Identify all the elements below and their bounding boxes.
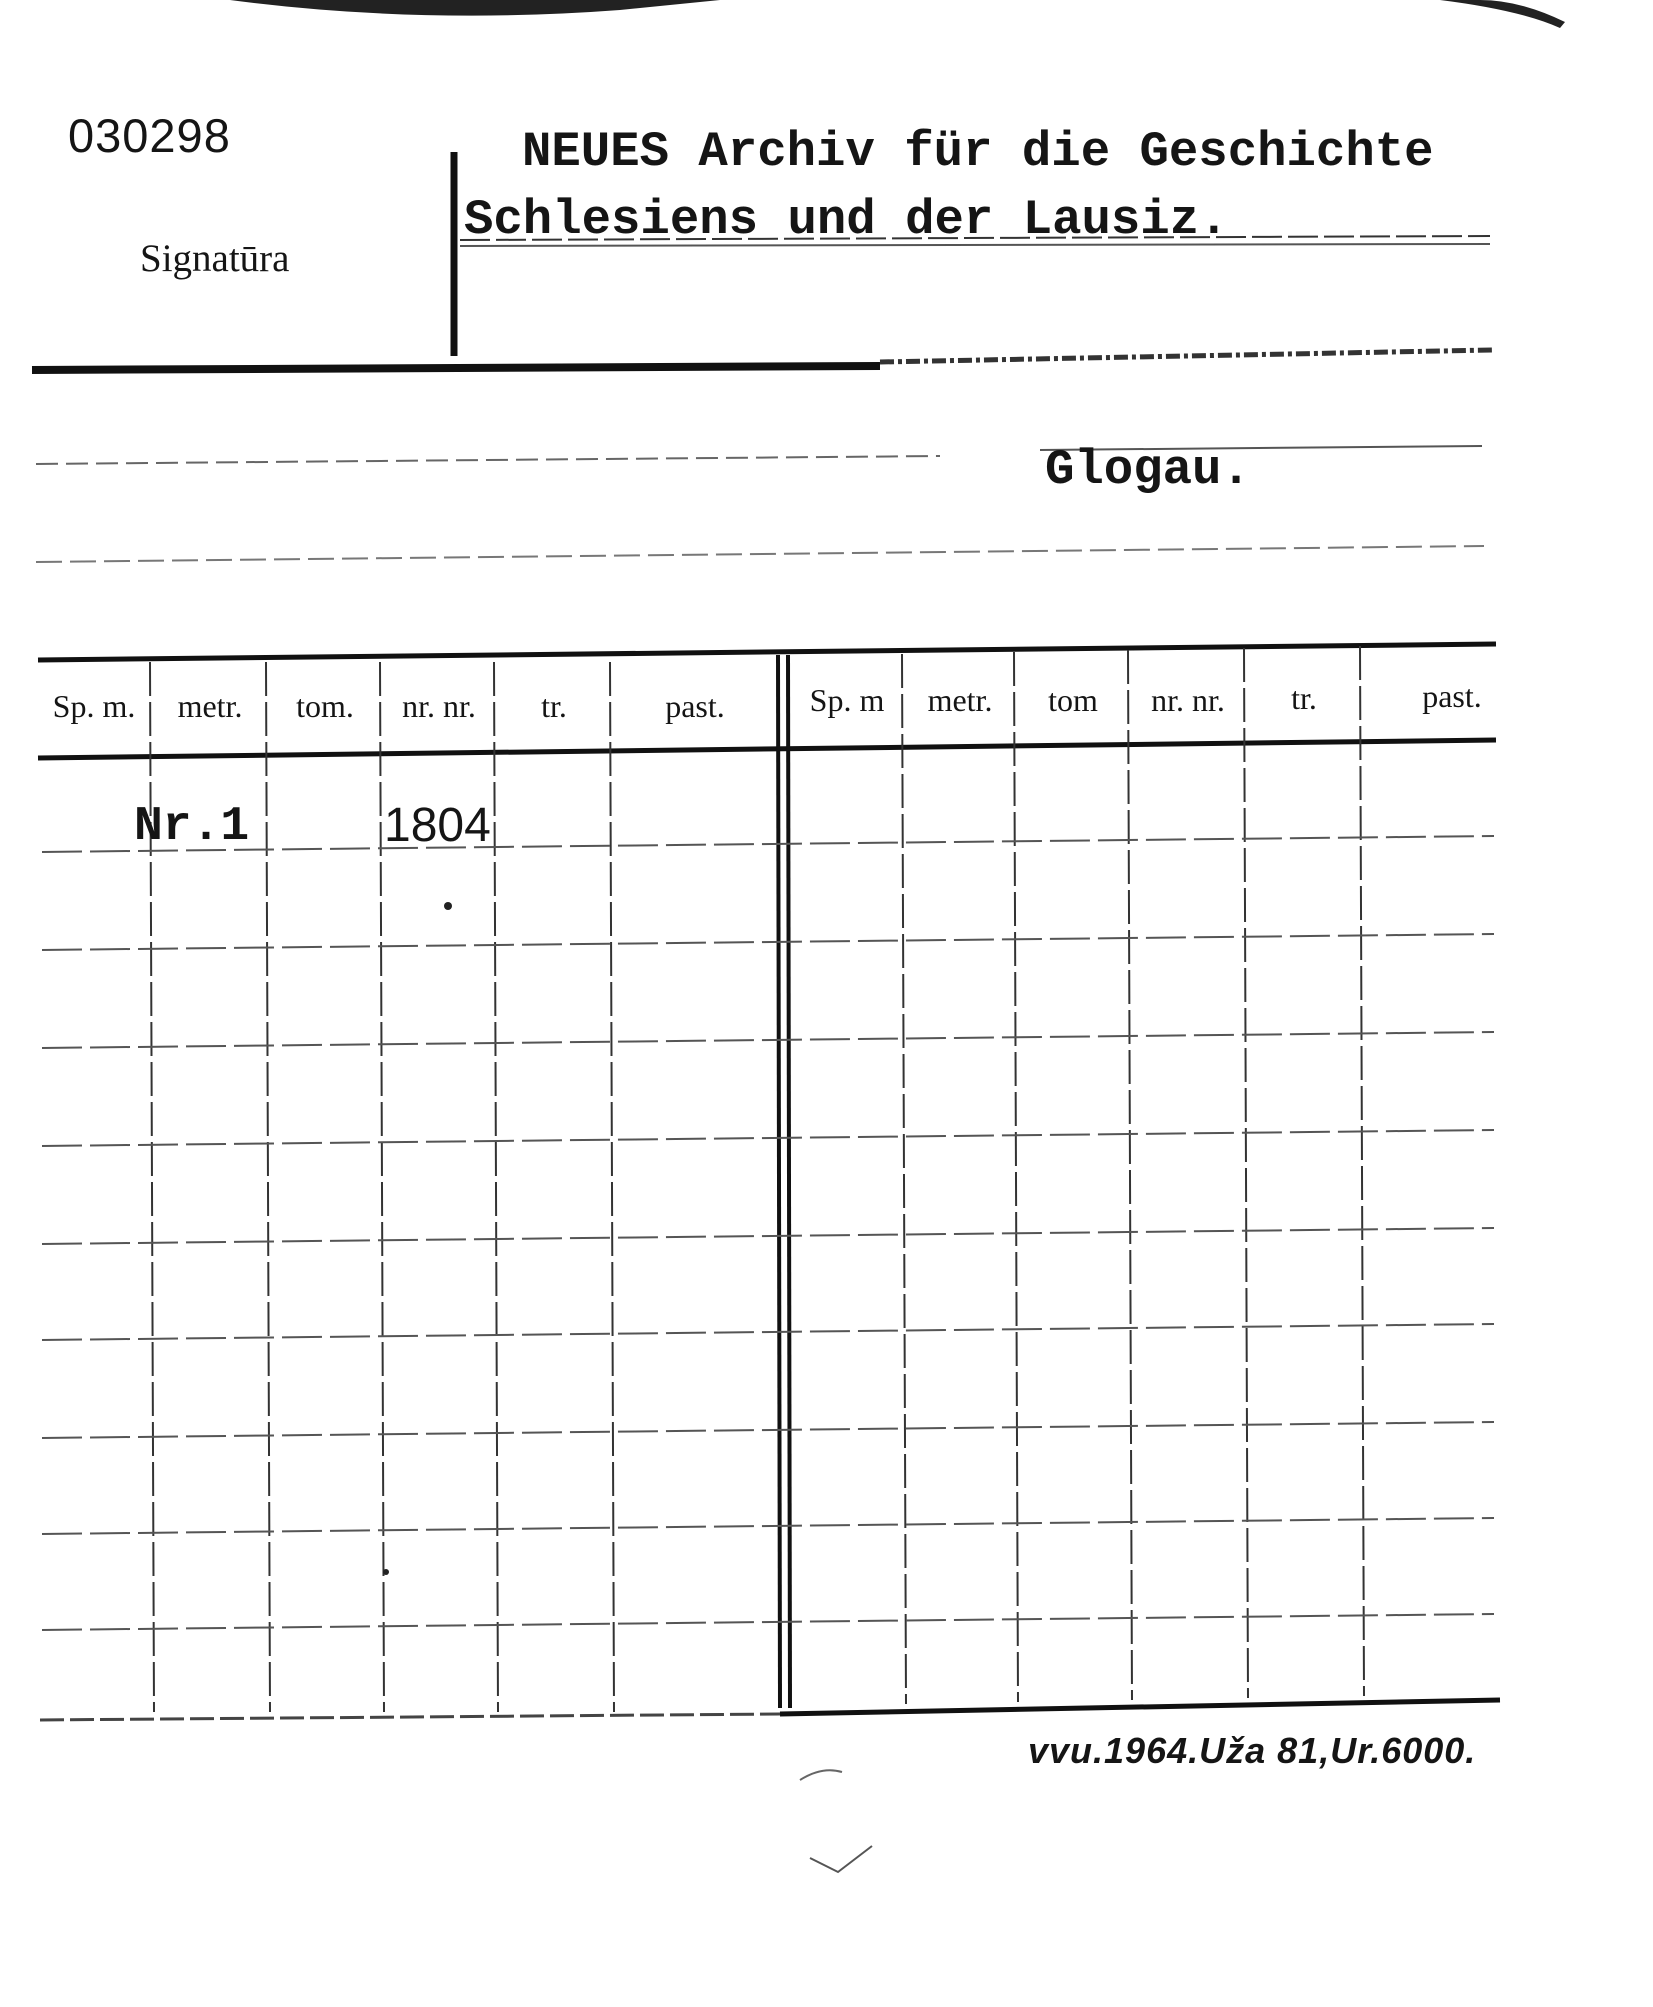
place-line-left bbox=[36, 456, 940, 464]
scan-mark-2 bbox=[810, 1846, 872, 1872]
table-bottom-rule-left bbox=[40, 1714, 780, 1720]
row-1-nr-nr: 1804 bbox=[384, 799, 491, 852]
header-past-left: past. bbox=[665, 688, 725, 724]
header-tom-right: tom bbox=[1048, 682, 1098, 718]
place-of-publication: Glogau. bbox=[1045, 442, 1251, 498]
header-metr-right: metr. bbox=[927, 682, 993, 718]
header-sp-m-right: Sp. m bbox=[809, 682, 885, 718]
scan-dot-2 bbox=[383, 1569, 389, 1575]
table-bottom-rule-right bbox=[780, 1700, 1500, 1714]
scan-shadow-left bbox=[230, 0, 720, 16]
header-tr-left: tr. bbox=[541, 688, 567, 724]
header-tom-left: tom. bbox=[296, 688, 354, 724]
center-rule-b bbox=[788, 655, 790, 1708]
scan-dot-1 bbox=[444, 902, 452, 910]
header-nr-nr-right: nr. nr. bbox=[1151, 682, 1225, 718]
header-tr-right: tr. bbox=[1291, 680, 1317, 716]
right-column-dividers bbox=[902, 646, 1364, 1704]
header-nr-nr-left: nr. nr. bbox=[402, 688, 476, 724]
scan-mark-1 bbox=[800, 1770, 842, 1780]
header-sp-m-left: Sp. m. bbox=[52, 688, 136, 724]
table-top-rule bbox=[38, 644, 1496, 660]
scan-shadow-right bbox=[1440, 0, 1565, 28]
header-past-right: past. bbox=[1422, 678, 1482, 714]
handwritten-note: vvu.1964.Uža 81,Ur.6000. bbox=[1028, 1730, 1477, 1771]
center-rule-a bbox=[778, 655, 780, 1708]
header-metr-left: metr. bbox=[177, 688, 243, 724]
place-line-lower bbox=[36, 546, 1484, 562]
title-line-2: Schlesiens und der Lausiz. bbox=[464, 192, 1229, 248]
header-rule bbox=[32, 366, 880, 370]
row-rules bbox=[42, 836, 1494, 1630]
title-line-1: NEUES Archiv für die Geschichte bbox=[522, 124, 1434, 180]
signum-number: 030298 bbox=[68, 109, 231, 162]
table-header-rule bbox=[38, 740, 1496, 758]
signum-label: Signatūra bbox=[140, 237, 290, 280]
row-1-metr: Nr.1 bbox=[134, 800, 250, 854]
header-rule-right bbox=[880, 350, 1492, 362]
